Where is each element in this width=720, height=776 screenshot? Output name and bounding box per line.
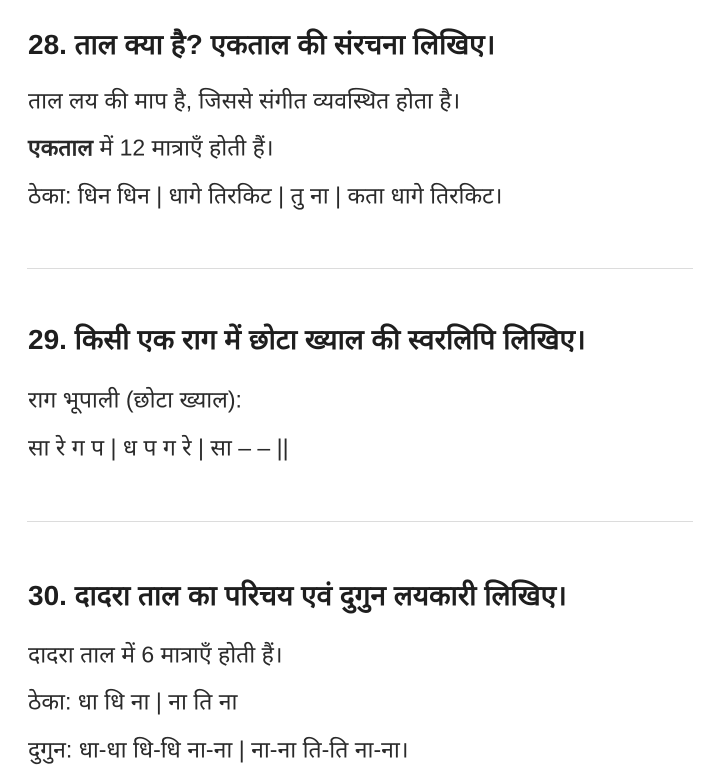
answer-text: में 12 मात्राएँ होती हैं। bbox=[93, 134, 274, 161]
bold-term: एकताल bbox=[28, 134, 94, 161]
notation-line: सा रे ग प | ध प ग रे | सा – – || bbox=[28, 434, 289, 461]
answer-line: ताल लय की माप है, जिससे संगीत व्यवस्थित होता है। bbox=[28, 87, 461, 114]
theka-line: ठेका: धा धि ना | ना ति ना bbox=[28, 688, 238, 715]
divider bbox=[27, 268, 693, 269]
answer-line: राग भूपाली (छोटा ख्याल): bbox=[28, 386, 242, 413]
question-heading-28: 28. ताल क्या है? एकताल की संरचना लिखिए। bbox=[28, 29, 496, 60]
question-heading-30: 30. दादरा ताल का परिचय एवं दुगुन लयकारी लिखिए। bbox=[28, 580, 567, 611]
divider bbox=[27, 521, 693, 522]
answer-line: दादरा ताल में 6 मात्राएँ होती हैं। bbox=[28, 641, 283, 668]
question-heading-29: 29. किसी एक राग में छोटा ख्याल की स्वरलिपि लिखिए। bbox=[28, 324, 586, 355]
theka-line: ठेका: धिन धिन | धागे तिरकिट | तु ना | कता धागे तिरकिट। bbox=[28, 182, 503, 209]
answer-line bbox=[28, 134, 274, 161]
dugun-line: दुगुन: धा-धा धि-धि ना-ना | ना-ना ति-ति ना-ना। bbox=[28, 736, 409, 763]
